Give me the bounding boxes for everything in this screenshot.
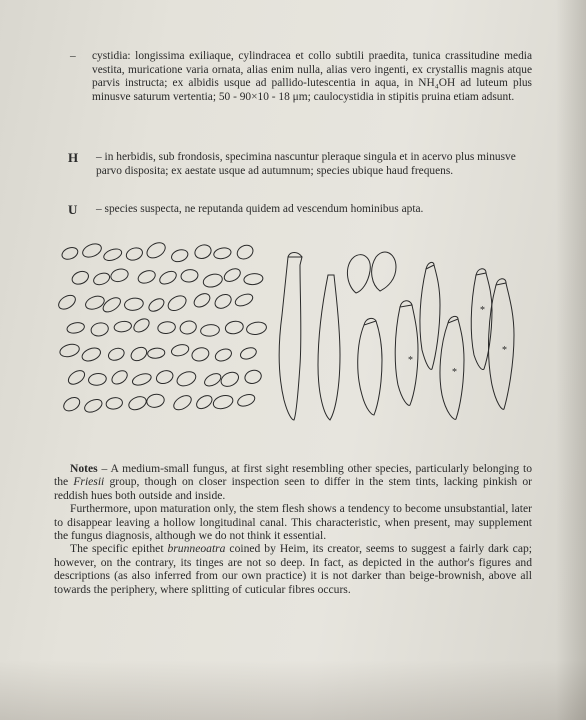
- notes-p3-a: The specific epithet: [70, 542, 168, 556]
- spore: [107, 346, 126, 362]
- usus-letter: U: [68, 202, 78, 217]
- spore: [131, 316, 151, 335]
- spore: [101, 295, 123, 315]
- cystidia-paragraph: cystidia: longissima exiliaque, cylindracea et collo subtili praedita, tunica crassitudine media vestita, muricatione varia ornata, alias enim nulla, alias vero ingenti, ex crystallis magnis atque parvis instructa; ex albidis usque ad pallido-lutescentia in aqua, in NH₄OH ad luteum plus minusve saturum vertentia; 50 - 90×10 - 18 μm; caulocystidia in stipitis pruina etiam adsunt.: [92, 50, 532, 103]
- spore: [194, 393, 214, 411]
- notes-paragraph-2: Furthermore, upon maturation only, the stem flesh shows a tendency to become unsubstantial, later to disappear leaving a hollow longitudinal canal. This characteristic, when present, may supplement the fungus diagnosis, although we do not think it essential.: [54, 502, 532, 543]
- notes-p1-b: group, though on closer inspection seen to differ in the stem tints, lacking pinkish or reddish hues both outside and inside.: [54, 475, 532, 502]
- asterisk-4: *: [502, 345, 507, 356]
- spore: [61, 395, 82, 414]
- notes-p1-a: – A medium-small fungus, at first sight resembling other species, particularly belonging to the: [54, 462, 532, 489]
- spore: [235, 243, 255, 262]
- spore: [243, 273, 263, 286]
- spore: [200, 324, 220, 337]
- notes-p3-epithet: brunneoatra: [167, 542, 226, 556]
- spore: [214, 347, 234, 364]
- spore: [66, 321, 85, 335]
- habitat-paragraph: [68, 150, 526, 178]
- spore: [105, 396, 123, 410]
- notes-paragraph-3: [54, 542, 532, 596]
- spore: [224, 320, 244, 336]
- spore: [239, 346, 258, 361]
- spore: [146, 393, 166, 409]
- spore: [180, 268, 199, 283]
- spore: [202, 272, 224, 289]
- spore: [125, 246, 145, 263]
- spore: [110, 368, 130, 387]
- cystidium-7: [420, 265, 440, 369]
- habitat-text: – in herbidis, sub frondosis, specimina nascuntur pleraque singula et in acervo plus minusve parvo disposita; ex aestate usque ad autumnum; species ubique haud frequens.: [96, 151, 516, 177]
- spore: [81, 241, 104, 259]
- cystidium-4: [372, 252, 396, 291]
- spore: [175, 369, 198, 389]
- spore: [246, 321, 268, 336]
- spore: [179, 319, 198, 335]
- spore: [102, 247, 123, 263]
- spore: [213, 246, 232, 260]
- page-bottom-shadow: [0, 660, 586, 720]
- spore: [193, 243, 213, 261]
- usus-paragraph: [68, 202, 526, 217]
- spore: [203, 371, 223, 388]
- spore: [170, 248, 189, 264]
- usus-text: – species suspecta, ne reputanda quidem ad vescendum hominibus apta.: [96, 203, 424, 215]
- cystidia-drawing: [279, 252, 514, 420]
- spores-drawing: [56, 240, 267, 415]
- cystidium-6: [395, 305, 418, 405]
- notes-paragraph-1: [54, 462, 532, 502]
- spore: [129, 345, 149, 364]
- spore: [213, 292, 234, 311]
- notes-p1-genus: Friesii: [73, 475, 105, 489]
- spore: [155, 368, 175, 385]
- spore: [147, 347, 165, 359]
- spore: [136, 268, 157, 285]
- notes-p3-b: coined by Heim, its creator, seems to suggest a fairly dark cap; however, on the contrary, its tinges are not so deep. In fact, as depicted in the author's figures and descriptions (as also inferred from our own practice) it is not darker than beige-brownish, above all towards the periphery, where splitting of cuticular fibres occurs.: [54, 542, 532, 596]
- habitat-letter: H: [68, 150, 79, 165]
- spore: [144, 240, 168, 261]
- spore: [109, 267, 129, 283]
- microscopy-figure: [56, 235, 536, 435]
- cystidia-dash: –: [70, 50, 76, 62]
- spore: [192, 291, 213, 310]
- spore: [66, 368, 87, 387]
- spore: [92, 271, 111, 287]
- spore: [56, 292, 78, 311]
- spore: [158, 269, 179, 287]
- asterisk-3: *: [480, 305, 485, 316]
- spore: [166, 293, 189, 314]
- asterisk-2: *: [452, 367, 457, 378]
- spore: [131, 372, 153, 388]
- spore: [113, 320, 132, 333]
- spore: [243, 368, 263, 385]
- spore: [83, 397, 104, 415]
- spore: [124, 297, 144, 312]
- spore: [222, 266, 242, 284]
- cystidium-1: [279, 257, 302, 420]
- spore: [147, 296, 166, 314]
- spore: [59, 342, 81, 358]
- notes-section: [54, 462, 532, 596]
- asterisk-1: *: [408, 355, 413, 366]
- spore: [171, 393, 193, 413]
- spore: [60, 245, 79, 261]
- notes-lead: Notes: [70, 462, 98, 475]
- spore: [212, 393, 235, 411]
- spore: [190, 346, 210, 363]
- cystidium-2: [318, 275, 340, 420]
- spore: [236, 392, 256, 408]
- spore: [219, 369, 241, 389]
- spore: [234, 292, 255, 309]
- spore: [70, 269, 90, 286]
- spore: [90, 321, 110, 338]
- cystidium-5: [358, 321, 382, 415]
- spore: [127, 394, 148, 412]
- cystidium-1-tip: [288, 253, 302, 258]
- spore: [80, 346, 102, 364]
- page-edge-shadow: [556, 0, 586, 720]
- spore: [88, 372, 107, 386]
- spore: [157, 321, 176, 335]
- cystidium-3: [347, 255, 370, 293]
- spore: [170, 343, 190, 358]
